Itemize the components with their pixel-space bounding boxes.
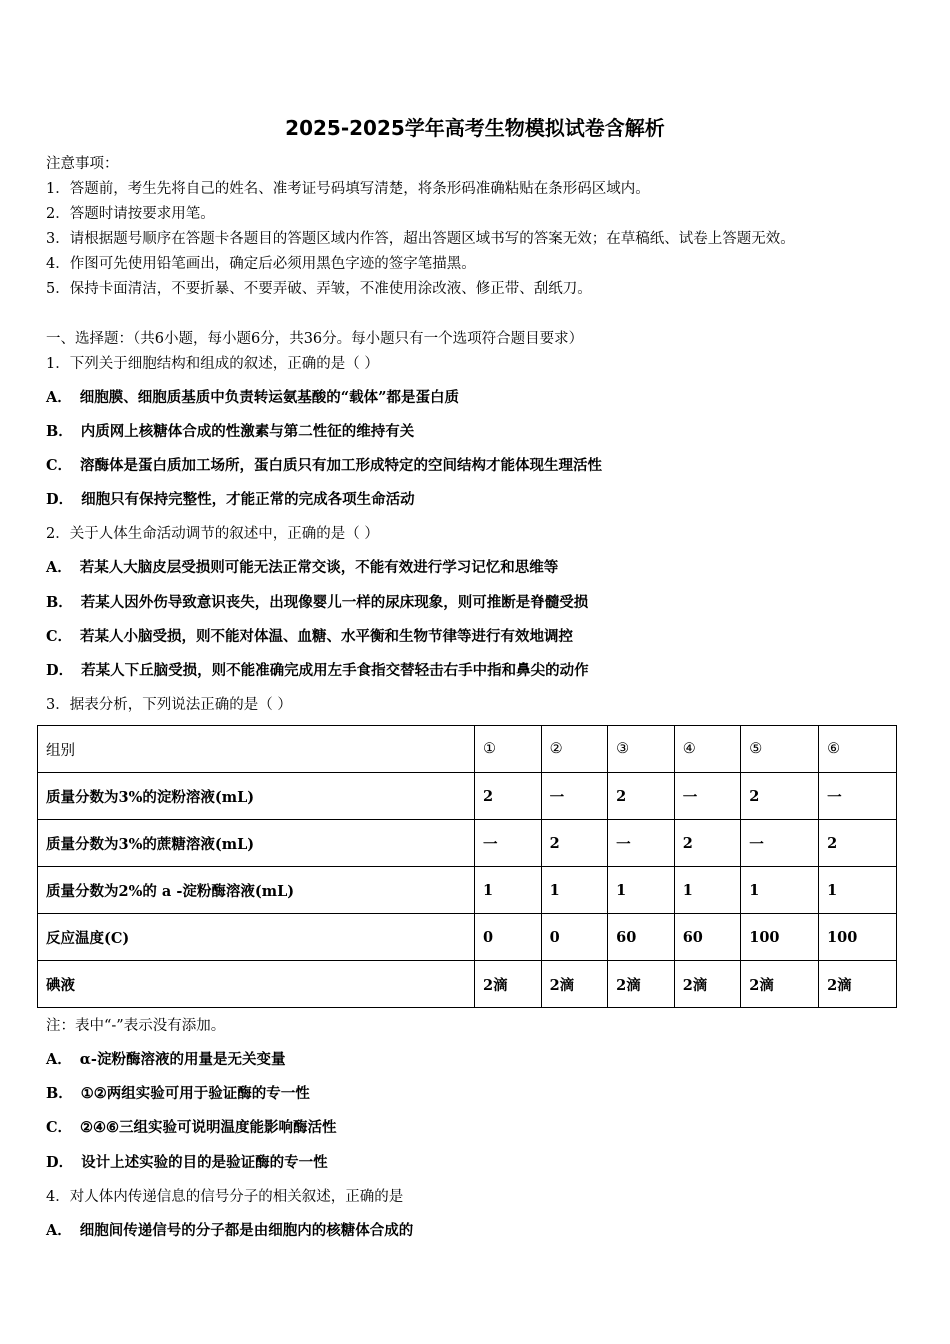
- notice-item: 1．答题前，考生先将自己的姓名、准考证号码填写清楚，将条形码准确粘贴在条形码区域内。: [46, 181, 650, 197]
- option: D． 设计上述实验的目的是验证酶的专一性: [46, 1154, 328, 1171]
- table-cell: 1: [475, 867, 542, 914]
- question-stem: 2．关于人体生命活动调节的叙述中，正确的是（ ）: [46, 526, 379, 542]
- table-cell: ①: [475, 726, 542, 773]
- table-cell: 质量分数为2%的 a -淀粉酶溶液(mL): [38, 867, 475, 914]
- table-cell: 1: [674, 867, 741, 914]
- table-cell: 2滴: [541, 961, 608, 1008]
- table-cell: 2滴: [674, 961, 741, 1008]
- table-cell: 一: [674, 773, 741, 820]
- option: C． ②④⑥三组实验可说明温度能影响酶活性: [46, 1119, 337, 1136]
- table-cell: 1: [819, 867, 897, 914]
- table-cell: 2滴: [741, 961, 819, 1008]
- table-cell: 质量分数为3%的蔗糖溶液(mL): [38, 820, 475, 867]
- page-title: 2025-2025学年高考生物模拟试卷含解析: [285, 116, 665, 140]
- table-row: [38, 914, 897, 961]
- table-row: [38, 820, 897, 867]
- table-cell: 一: [819, 773, 897, 820]
- question-stem: 1．下列关于细胞结构和组成的叙述，正确的是（ ）: [46, 356, 379, 372]
- table-cell: 2: [475, 773, 542, 820]
- question-stem: 4．对人体内传递信息的信号分子的相关叙述，正确的是: [46, 1189, 404, 1205]
- table-cell: 质量分数为3%的淀粉溶液(mL): [38, 773, 475, 820]
- table-cell: 一: [475, 820, 542, 867]
- table-row: [38, 773, 897, 820]
- table-cell: ③: [608, 726, 675, 773]
- table-cell: ②: [541, 726, 608, 773]
- table-cell: ④: [674, 726, 741, 773]
- notice-item: 2．答题时请按要求用笔。: [46, 206, 215, 222]
- table-cell: 2滴: [608, 961, 675, 1008]
- option: C． 溶酶体是蛋白质加工场所，蛋白质只有加工形成特定的空间结构才能体现生理活性: [46, 457, 603, 474]
- table-cell: 1: [741, 867, 819, 914]
- notice-item: 4．作图可先使用铅笔画出，确定后必须用黑色字迹的签字笔描黑。: [46, 256, 476, 272]
- table-cell: 组别: [38, 726, 475, 773]
- table-cell: 2滴: [475, 961, 542, 1008]
- question-stem: 3．据表分析，下列说法正确的是（ ）: [46, 697, 292, 713]
- table-cell: 60: [674, 914, 741, 961]
- table-cell: 2: [741, 773, 819, 820]
- option: A． 细胞间传递信号的分子都是由细胞内的核糖体合成的: [46, 1222, 414, 1239]
- table-cell: 100: [741, 914, 819, 961]
- table-cell: 反应温度(C): [38, 914, 475, 961]
- table-cell: ⑤: [741, 726, 819, 773]
- table-cell: 碘液: [38, 961, 475, 1008]
- option: A． 若某人大脑皮层受损则可能无法正常交谈，不能有效进行学习记忆和思维等: [46, 559, 559, 576]
- option: B． ①②两组实验可用于验证酶的专一性: [46, 1085, 310, 1102]
- notice-item: 3．请根据题号顺序在答题卡各题目的答题区域内作答，超出答题区域书写的答案无效；在草稿纸、试卷上答题无效。: [46, 231, 795, 247]
- table-cell: 2: [674, 820, 741, 867]
- table-cell: 0: [475, 914, 542, 961]
- table-header-row: [38, 726, 897, 773]
- table-note: 注：表中“-”表示没有添加。: [46, 1018, 226, 1034]
- table-row: [38, 961, 897, 1008]
- table-cell: 2: [819, 820, 897, 867]
- option: A． α-淀粉酶溶液的用量是无关变量: [46, 1051, 286, 1068]
- table-cell: 2: [541, 820, 608, 867]
- table-cell: 一: [608, 820, 675, 867]
- notice-heading: 注意事项：: [46, 156, 119, 172]
- table-cell: 2滴: [819, 961, 897, 1008]
- option: B． 内质网上核糖体合成的性激素与第二性征的维持有关: [46, 423, 415, 440]
- table-cell: 1: [541, 867, 608, 914]
- table-cell: 60: [608, 914, 675, 961]
- notice-item: 5．保持卡面清洁，不要折暴、不要弄破、弄皱，不准使用涂改液、修正带、刮纸刀。: [46, 281, 592, 297]
- section-heading: 一、选择题：（共6小题，每小题6分，共36分。每小题只有一个选项符合题目要求）: [46, 331, 584, 347]
- table-row: [38, 867, 897, 914]
- option: B． 若某人因外伤导致意识丧失，出现像婴儿一样的尿床现象，则可推断是脊髓受损: [46, 594, 589, 611]
- option: C． 若某人小脑受损，则不能对体温、血糖、水平衡和生物节律等进行有效地调控: [46, 628, 574, 645]
- table-cell: 0: [541, 914, 608, 961]
- option: A． 细胞膜、细胞质基质中负责转运氨基酸的“载体”都是蛋白质: [46, 389, 459, 406]
- table-cell: 一: [541, 773, 608, 820]
- data-table: [37, 725, 897, 1008]
- table-cell: 一: [741, 820, 819, 867]
- option: D． 细胞只有保持完整性，才能正常的完成各项生命活动: [46, 491, 415, 508]
- option: D． 若某人下丘脑受损，则不能准确完成用左手食指交替轻击右手中指和鼻尖的动作: [46, 662, 589, 679]
- table-cell: 1: [608, 867, 675, 914]
- table-cell: 2: [608, 773, 675, 820]
- table-cell: ⑥: [819, 726, 897, 773]
- table-cell: 100: [819, 914, 897, 961]
